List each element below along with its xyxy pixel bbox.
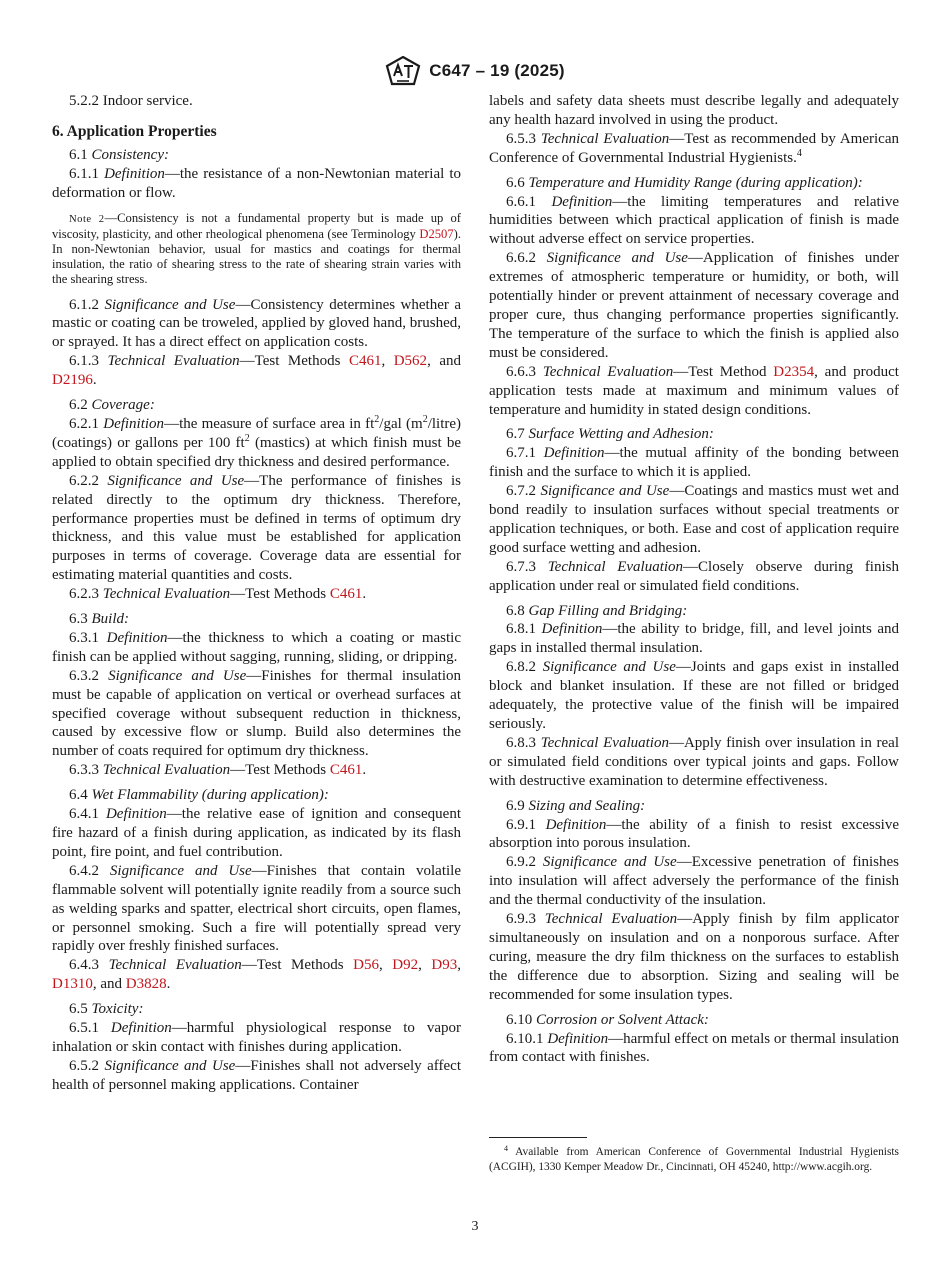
section-6-6-1: 6.6.1 Definition—the limiting temperatures and relative humidities between which practical application of finish is made without adverse effect on service properties. <box>489 193 900 248</box>
section-6-4-1: 6.4.1 Definition—the relative ease of ignition and consequent fire hazard of a finish during application, as indicated by its flash point, fire point, and fuel contribution. <box>52 806 461 860</box>
section-6-10: 6.10 Corrosion or Solvent Attack: <box>506 1011 709 1028</box>
astm-logo-icon <box>385 56 421 86</box>
ref-link[interactable]: D92 <box>392 957 419 974</box>
ref-link[interactable]: D3828 <box>125 976 167 993</box>
ref-link[interactable]: D56 <box>353 957 379 974</box>
section-6-9-2: 6.9.2 Significance and Use—Excessive penetration of finishes into insulation will affect adversely the performance of the finish and the thermal conductivity of the insulation. <box>489 854 899 909</box>
page-number: 3 <box>471 1219 479 1234</box>
section-6-1-3: 6.1.3 Technical Evaluation—Test Methods C461, D562, and D2196. <box>52 353 461 389</box>
footnote-ref[interactable]: 4 <box>796 147 802 159</box>
section-6-5-3: 6.5.3 Technical Evaluation—Test as recommended by American Conference of Governmental Industrial Hygienists.$^4$ <box>489 130 899 166</box>
section-6-6-2: 6.6.2 Significance and Use—Application of finishes under extremes of atmospheric temperature or humidity, or both, will potentially hinder or prevent attainment of necessary coverage and proper cure, thus changing performance properties significantly. The temperature of the surface to which the finish is applied also must be considered. <box>489 250 899 361</box>
section-6-2-2: 6.2.2 Significance and Use—The performance of finishes is related directly to the optimum dry thickness. Therefore, performance properties must be defined in terms of optimum dry thickness, and this value must be established for application purposes in terms of coverage. Coverage data are essential for estimating material quantities and costs. <box>52 472 461 584</box>
ref-link[interactable]: C461 <box>329 762 363 779</box>
section-6-9-1: 6.9.1 Definition—the ability of a finish to resist excessive absorption into porous insulation. <box>489 816 900 852</box>
ref-link[interactable]: C461 <box>329 586 363 603</box>
section-6-7-3: 6.7.3 Technical Evaluation—Closely observe during finish application under real or simulated field conditions. <box>489 558 899 594</box>
standard-designation: C647 – 19 (2025) <box>429 61 565 80</box>
section-6-10-1: 6.10.1 Definition—harmful effect on metals or thermal insulation from contact with finishes. <box>489 1030 899 1066</box>
section-6-5-2-continued: labels and safety data sheets must describe legally and adequately any health hazard involved in using the product. <box>489 93 899 128</box>
section-6-4-3: 6.4.3 Technical Evaluation—Test Methods D56, D92, D93, D1310, and D3828. <box>52 957 462 993</box>
section-6-2-3: 6.2.3 Technical Evaluation—Test Methods C461. <box>69 586 367 603</box>
ref-link[interactable]: D1310 <box>52 976 93 993</box>
left-column <box>52 92 461 1095</box>
page-header <box>0 56 950 86</box>
section-6-7-2: 6.7.2 Significance and Use—Coatings and mastics must wet and bond readily to insulation surfaces without special treatments or application techniques, or both. Ease and cost of application require good surface wetting and adhesion. <box>489 483 899 556</box>
section-6-2: 6.2 Coverage: <box>69 397 155 414</box>
section-6-6-3: 6.6.3 Technical Evaluation—Test Method D2354, and product application tests made at maximum and minimum values of temperature and humidity in stated design conditions. <box>489 363 899 418</box>
section-6-1-2: 6.1.2 Significance and Use—Consistency determines whether a mastic or coating can be troweled, applied by gloved hand, brushed, or sprayed. It has a direct effect on application costs. <box>52 296 461 351</box>
section-6-8-1: 6.8.1 Definition—the ability to bridge, fill, and level joints and gaps in installed thermal insulation. <box>489 621 899 657</box>
section-6-9-3: 6.9.3 Technical Evaluation—Apply finish by film applicator simultaneously on insulation and on a nonporous surface. After curing, measure the dry film thickness on the surfaces to establish the difference due to absorption. Sizing and sealing will be recommended for some insulation types. <box>489 911 899 1003</box>
ref-link[interactable]: D2354 <box>773 363 815 380</box>
section-5-2-2: 5.2.2 Indoor service. <box>69 93 193 109</box>
section-6-4-2: 6.4.2 Significance and Use—Finishes that contain volatile flammable solvent will potentially ignite readily from a source such as welding sparks and spatter, electrical short circuits, open flames, or personnel smoking. Such a fire will potentially spread very rapidly over freshly finished surfaces. <box>52 862 461 955</box>
section-heading: 6. Application Properties <box>52 122 217 140</box>
section-6-7-1: 6.7.1 Definition—the mutual affinity of the bonding between finish and the surface to which it is applied. <box>489 445 900 481</box>
section-6-1-1: 6.1.1 Definition—the resistance of a non-Newtonian material to deformation or flow. <box>52 165 461 201</box>
section-6-8: 6.8 Gap Filling and Bridging: <box>506 602 688 619</box>
section-6-4: 6.4 Wet Flammability (during application): <box>69 787 329 804</box>
footnote: $^4$ Available from American Conference of Governmental Industrial Hygienists (ACGIH), 1330 Kemper Meadow Dr., Cincinnati, OH 45240, http://www.acgih.org. <box>489 1144 899 1173</box>
ref-link[interactable]: D562 <box>393 353 428 370</box>
section-6-2-1: 6.2.1 Definition—the measure of surface area in $ft^2$/gal $(m^2/litre)$ (coatings) or gallons per 100 $ft^2$ (mastics) at which finish must be applied to obtain specified dry thickness and desired performance. <box>52 413 462 470</box>
section-6-3: 6.3 Build: <box>69 611 129 628</box>
right-column <box>489 92 899 1067</box>
section-6-6: 6.6 Temperature and Humidity Range (during application): <box>506 174 863 191</box>
section-6-5-1: 6.5.1 Definition—harmful physiological response to vapor inhalation or skin contact with finishes during application. <box>52 1020 461 1055</box>
section-6-5: 6.5 Toxicity: <box>69 1001 144 1018</box>
ref-link[interactable]: D2507 <box>419 226 454 241</box>
note-2: Note 2—Consistency is not a fundamental property but is made up of viscosity, plasticity, and other rheological phenomena (see Terminology D2507). In non-Newtonian behavior, usual for mastics and coatings for thermal insulation, the ratio of shearing stress to the rate of shearing strain varies with the shearing stress. <box>52 210 461 287</box>
ref-link[interactable]: D93 <box>431 957 458 974</box>
section-6-3-1: 6.3.1 Definition—the thickness to which a coating or mastic finish can be applied without sagging, running, sliding, or dripping. <box>52 629 461 665</box>
ref-link[interactable]: D2196 <box>52 372 93 389</box>
section-6-3-3: 6.3.3 Technical Evaluation—Test Methods C461. <box>69 762 367 779</box>
section-6-8-3: 6.8.3 Technical Evaluation—Apply finish over insulation in real or simulated field conditions over typical joints and gaps. Follow with destructive examination to determine effectiveness. <box>489 734 899 789</box>
section-6-5-2: 6.5.2 Significance and Use—Finishes shall not adversely affect health of personnel making applications. Container <box>52 1057 461 1093</box>
footnote-divider <box>489 1137 587 1138</box>
section-6-9: 6.9 Sizing and Sealing: <box>506 797 646 814</box>
ref-link[interactable]: C461 <box>348 353 382 370</box>
section-6-8-2: 6.8.2 Significance and Use—Joints and gaps exist in installed block and blanket insulation. If these are not filled or bridged adequately, the protective value of the finish will be impaired seriously. <box>489 659 900 732</box>
section-6-1: 6.1 Consistency: <box>69 146 169 163</box>
section-6-7: 6.7 Surface Wetting and Adhesion: <box>506 426 714 443</box>
section-6-3-2: 6.3.2 Significance and Use—Finishes for thermal insulation must be capable of application on vertical or overhead surfaces at specified coverage without subsequent reduction in thickness, caused by excessive flow or slump. Build also determines the number of coats required for optimum dry thickness. <box>52 667 461 760</box>
